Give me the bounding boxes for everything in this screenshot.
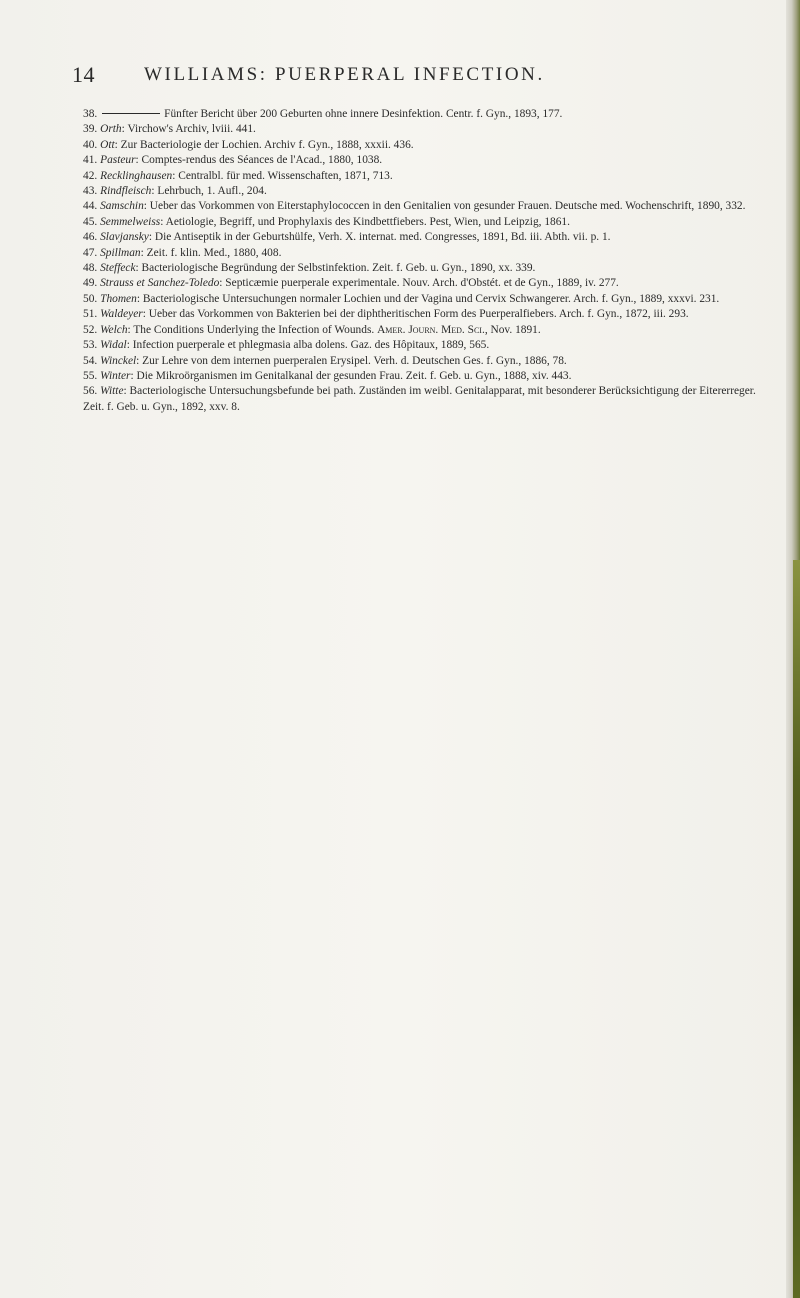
reference-tail: , Nov. 1891. [484,323,541,336]
reference-author: Slavjansky [100,231,149,244]
reference-entry [83,307,763,322]
reference-number: 45. [83,215,98,228]
reference-author: Spillman [100,246,141,259]
ditto-dash [102,113,160,114]
reference-text: : The Conditions Underlying the Infection of Wounds. [127,323,378,336]
reference-entry [83,261,763,276]
reference-entry [83,122,763,137]
reference-text: : Ueber das Vorkommen von Bakterien bei der diphtheritischen Form des Puerperalfiebers. Arch. f. Gyn., 1872, iii. 293. [142,308,689,321]
page-header [72,62,752,88]
reference-author: Widal [100,339,127,352]
reference-author: Rindfleisch [100,185,152,198]
reference-text: : Ueber das Vorkommen von Eiterstaphylococcen in den Genitalien von gesunder Frauen. Deutsche med. Wochenschrift, 1890, 332. [143,200,746,213]
reference-author: Samschin [100,200,144,213]
reference-entry [83,169,763,184]
reference-entry [83,230,763,245]
reference-entry [83,199,763,214]
reference-entry [83,354,763,369]
reference-number: 43. [83,185,98,198]
reference-text: : Comptes-rendus des Séances de l'Acad., 1880, 1038. [135,154,383,167]
reference-author: Orth [100,123,122,136]
reference-text: : Die Antiseptik in der Geburtshülfe, Verh. X. internat. med. Congresses, 1891, Bd. iii. Abth. vii. p. 1. [148,231,611,244]
reference-text: : Aetiologie, Begriff, und Prophylaxis des Kindbettfiebers. Pest, Wien, und Leipzig, 1861. [160,215,570,228]
reference-entry [83,323,763,338]
reference-text: : Bacteriologische Untersuchungen normaler Lochien und der Vagina und Cervix Schwangerer. Arch. f. Gyn., 1889, xxxvi. 231. [136,292,720,305]
binding-edge [793,560,800,1298]
reference-text: : Lehrbuch, 1. Aufl., 204. [151,185,267,198]
reference-number: 47. [83,246,98,259]
reference-number: 41. [83,154,98,167]
journal-name: Amer. Journ. Med. Sci. [377,323,485,336]
reference-number: 38. [83,108,98,120]
reference-number: 40. [83,138,98,151]
reference-number: 53. [83,339,98,352]
reference-author: Winter [100,369,131,382]
reference-author: Semmelweiss [100,215,161,228]
reference-text: : Septicæmie puerperale experimentale. Nouv. Arch. d'Obstét. et de Gyn., 1889, iv. 277. [219,277,619,290]
reference-entry [83,138,763,153]
reference-author: Welch [100,323,128,336]
reference-entry [83,292,763,307]
reference-entry [83,184,763,199]
reference-text: : Zur Lehre von dem internen puerperalen Erysipel. Verh. d. Deutschen Ges. f. Gyn., 1886, 78. [136,354,567,367]
reference-entry [83,153,763,168]
reference-list [83,107,763,415]
reference-text: : Bacteriologische Untersuchungsbefunde bei path. Zuständen im weibl. Genitalapparat, mit besonderer Berücksichtigung der Eitererreger. Zeit. f. Geb. u. Gyn., 1892, xxv. 8. [83,385,756,413]
reference-author: Waldeyer [100,308,143,321]
reference-entry [83,246,763,261]
reference-text: : Zur Bacteriologie der Lochien. Archiv f. Gyn., 1888, xxxii. 436. [114,138,414,151]
reference-author: Pasteur [100,154,136,167]
reference-entry [83,384,763,415]
reference-text: : Virchow's Archiv, lviii. 441. [121,123,256,136]
reference-author: Strauss et Sanchez-Toledo [100,277,220,290]
reference-author: Ott [100,138,115,151]
reference-text: : Die Mikroörganismen im Genitalkanal der gesunden Frau. Zeit. f. Geb. u. Gyn., 1888, xiv. 443. [130,369,572,382]
reference-author: Witte [100,385,124,398]
reference-author: Thomen [100,292,137,305]
reference-number: 51. [83,308,98,321]
reference-entry [83,338,763,353]
reference-text: : Infection puerperale et phlegmasia alba dolens. Gaz. des Hôpitaux, 1889, 565. [126,339,490,352]
reference-text: : Centralbl. für med. Wissenschaften, 1871, 713. [172,169,393,182]
reference-number: 48. [83,262,98,275]
reference-text: Fünfter Bericht über 200 Geburten ohne innere Desinfektion. Centr. f. Gyn., 1893, 177. [164,108,563,120]
reference-entry [83,276,763,291]
reference-number: 56. [83,385,98,398]
reference-author: Recklinghausen [100,169,173,182]
reference-entry [83,369,763,384]
reference-entry [83,215,763,230]
reference-number: 55. [83,369,98,382]
reference-number: 42. [83,169,98,182]
reference-number: 52. [83,323,98,336]
running-head: WILLIAMS: PUERPERAL INFECTION. [144,64,545,85]
page-number: 14 [72,62,95,87]
reference-number: 39. [83,123,98,136]
reference-author: Winckel [100,354,137,367]
reference-text: : Bacteriologische Begründung der Selbstinfektion. Zeit. f. Geb. u. Gyn., 1890, xx. 339. [135,262,536,275]
reference-text: : Zeit. f. klin. Med., 1880, 408. [140,246,282,259]
reference-number: 46. [83,231,98,244]
reference-author: Steffeck [100,262,136,275]
reference-number: 49. [83,277,98,290]
reference-number: 50. [83,292,98,305]
reference-number: 44. [83,200,98,213]
reference-number: 54. [83,354,98,367]
reference-entry [83,107,763,122]
